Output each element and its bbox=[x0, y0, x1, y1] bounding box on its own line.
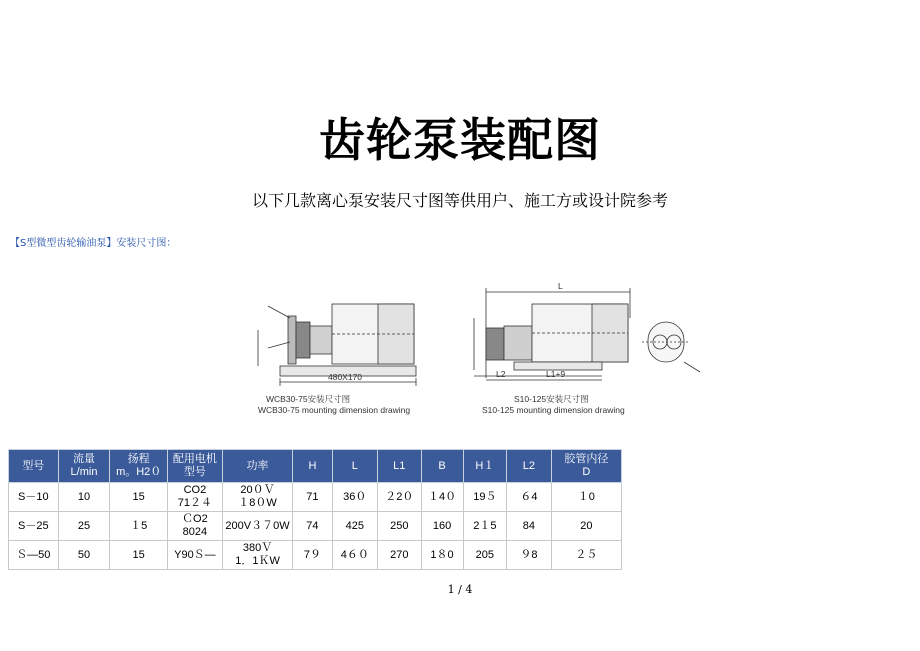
table-cell: 2１5 bbox=[463, 512, 507, 541]
right-dim-l1: L1+9 bbox=[546, 369, 566, 379]
right-pump-drawing bbox=[474, 288, 630, 380]
installation-drawing bbox=[228, 278, 648, 424]
table-cell: 10 bbox=[58, 483, 110, 512]
right-dim-l2: L2 bbox=[496, 369, 506, 379]
left-caption-cn: WCB30-75安装尺寸图 bbox=[266, 394, 351, 404]
table-cell: １0 bbox=[551, 483, 621, 512]
page-number: 1 / 4 bbox=[447, 583, 473, 596]
table-header-cell: B bbox=[421, 450, 463, 483]
table-cell: １4０ bbox=[421, 483, 463, 512]
table-cell: 84 bbox=[507, 512, 552, 541]
table-cell: 1８0 bbox=[421, 541, 463, 570]
table-header-cell: 扬程 m。H2０ bbox=[110, 450, 168, 483]
table-header-cell: L bbox=[332, 450, 377, 483]
right-caption-en: S10-125 mounting dimension drawing bbox=[482, 405, 625, 415]
table-row bbox=[9, 512, 622, 541]
table-cell: 380Ｖ 1．1ＫW bbox=[222, 541, 292, 570]
table-cell: S－25 bbox=[9, 512, 59, 541]
table-cell: 15 bbox=[110, 483, 168, 512]
table-header-cell: L1 bbox=[377, 450, 421, 483]
table-cell: 15 bbox=[110, 541, 168, 570]
right-caption-cn: S10-125安装尺寸图 bbox=[514, 394, 589, 404]
table-cell: S－10 bbox=[9, 483, 59, 512]
table-cell: 160 bbox=[421, 512, 463, 541]
table-header-cell: H bbox=[293, 450, 332, 483]
table-cell: １5 bbox=[110, 512, 168, 541]
section-label: 【S型微型齿轮输油泵】安装尺寸图： bbox=[10, 238, 177, 249]
table-header-cell: H１ bbox=[463, 450, 507, 483]
left-base-dimension: 480X170 bbox=[328, 372, 363, 382]
table-cell: 270 bbox=[377, 541, 421, 570]
table-cell: ２2０ bbox=[377, 483, 421, 512]
table-cell: ＣO2 8024 bbox=[168, 512, 223, 541]
table-header-cell: 胶管内径 D bbox=[551, 450, 621, 483]
table-cell: 20 bbox=[551, 512, 621, 541]
table-cell: Y90Ｓ— bbox=[168, 541, 223, 570]
table-header-cell: 流量 L/min bbox=[58, 450, 110, 483]
page-subtitle: 以下几款离心泵安装尺寸图等供用户、施工方或设计院参考 bbox=[251, 191, 668, 210]
table-body bbox=[9, 483, 622, 570]
table-cell: 20０Ｖ １8０W bbox=[222, 483, 292, 512]
table-cell: 25 bbox=[58, 512, 110, 541]
table-cell: 425 bbox=[332, 512, 377, 541]
table-header-cell: 功率 bbox=[222, 450, 292, 483]
table-cell: CO2 71２４ bbox=[168, 483, 223, 512]
table-cell: 4６０ bbox=[332, 541, 377, 570]
spec-table bbox=[8, 449, 622, 570]
right-dim-l: L bbox=[558, 281, 563, 291]
table-cell: 36０ bbox=[332, 483, 377, 512]
table-cell: 74 bbox=[293, 512, 332, 541]
table-header-cell: 型号 bbox=[9, 450, 59, 483]
table-header-cell: 配用电机 型号 bbox=[168, 450, 223, 483]
table-header-cell: L2 bbox=[507, 450, 552, 483]
table-cell: ２５ bbox=[551, 541, 621, 570]
left-caption-en: WCB30-75 mounting dimension drawing bbox=[258, 405, 411, 415]
table-header-row bbox=[9, 450, 622, 483]
side-view-drawing bbox=[640, 310, 708, 386]
table-cell: Ｓ—50 bbox=[9, 541, 59, 570]
table-cell: 250 bbox=[377, 512, 421, 541]
table-cell: 7９ bbox=[293, 541, 332, 570]
table-row bbox=[9, 483, 622, 512]
table-cell: 19５ bbox=[463, 483, 507, 512]
table-cell: ６4 bbox=[507, 483, 552, 512]
page-title: 齿轮泵装配图 bbox=[319, 113, 601, 167]
table-cell: 200V３７0W bbox=[222, 512, 292, 541]
table-row bbox=[9, 541, 622, 570]
table-cell: ９8 bbox=[507, 541, 552, 570]
table-cell: 71 bbox=[293, 483, 332, 512]
table-cell: 50 bbox=[58, 541, 110, 570]
table-cell: 205 bbox=[463, 541, 507, 570]
